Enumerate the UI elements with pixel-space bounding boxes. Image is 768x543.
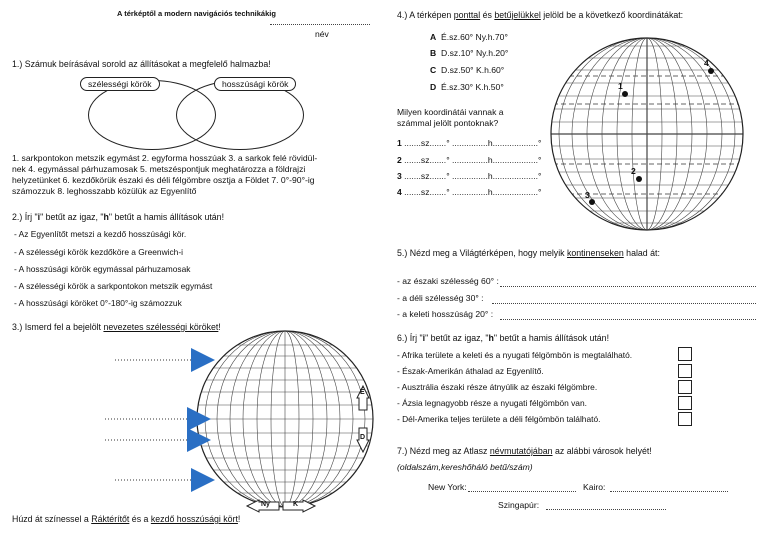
q4-globe-grid	[545, 36, 750, 236]
q6-checkbox-5[interactable]	[678, 412, 692, 426]
label-szingapur: Szingapúr:	[498, 500, 540, 510]
answer-row-3[interactable]: 3 .......sz.......° ...............h...................°	[397, 171, 542, 181]
coord-B: B D.sz.10° Ny.h.20°	[430, 48, 509, 58]
answer-kairo[interactable]	[610, 491, 728, 492]
point-label-3: 3	[585, 190, 590, 200]
q6-checkbox-3[interactable]	[678, 380, 692, 394]
q3-globe-grid	[195, 330, 375, 510]
label-new-york: New York:	[428, 482, 467, 492]
name-label: név	[315, 29, 329, 39]
point-label-4: 4	[704, 58, 709, 68]
q4-points	[589, 68, 714, 205]
label-east: K	[293, 501, 299, 508]
q7-title: 7.) Nézd meg az Atlasz névmutatójában az alábbi városok helyét!	[397, 446, 652, 456]
q6-checkbox-1[interactable]	[678, 347, 692, 361]
set-label-latitude: szélességi körök	[80, 77, 160, 91]
answer-szingapur[interactable]	[546, 509, 666, 510]
q6-checkbox-2[interactable]	[678, 364, 692, 378]
q5-answer-3[interactable]	[500, 319, 756, 320]
name-field[interactable]	[270, 24, 370, 25]
q5-item-3: - a keleti hosszúság 20° :	[397, 309, 494, 319]
q1-statement-4: számozzuk 8. leghosszabb közülük az Egyenlítő	[12, 186, 197, 196]
q6-item-4: - Ázsia legnagyobb része a nyugati félgömbön van.	[397, 398, 587, 408]
q3-arrows	[191, 360, 209, 480]
q6-checkbox-4[interactable]	[678, 396, 692, 410]
q1-statement-3: helyzetünket 6. kezdőkörük északi és déli félgömbre osztja a Földet 7. 0°-90°-ig	[12, 175, 315, 185]
compass-east-arrow	[283, 500, 315, 512]
q4-title: 4.) A térképen ponttal és betűjelükkel jelöld be a következő koordinátákat:	[397, 10, 684, 20]
point-label-2: 2	[631, 166, 636, 176]
point-1	[622, 91, 628, 97]
q2-title: 2.) Írj "i" betűt az igaz, "h" betűt a hamis állítások után!	[12, 212, 225, 222]
q5-answer-2[interactable]	[492, 303, 756, 304]
q3-globe-figure	[105, 330, 395, 520]
q5-item-2: - a déli szélesség 30° :	[397, 293, 484, 303]
label-kairo: Kairo:	[583, 482, 606, 492]
label-west: Ny	[261, 501, 270, 508]
q2-item-2: - A szélességi körök kezdőköre a Greenwich-i	[14, 247, 183, 257]
q4-question-line1: Milyen koordinátái vannak a	[397, 107, 504, 117]
q3-instruction: Húzd át színessel a Ráktérítőt és a kezdő hosszúsági kört!	[12, 514, 241, 524]
q3-title: 3.) Ismerd fel a bejelölt nevezetes szélességi köröket!	[12, 322, 221, 332]
coord-A: A É.sz.60° Ny.h.70°	[430, 32, 508, 42]
q1-title: 1.) Számuk beírásával sorold az állításokat a megfelelő halmazba!	[12, 59, 271, 69]
q6-item-5: - Dél-Amerika teljes területe a déli félgömbön található.	[397, 414, 601, 424]
page-title: A térképtől a modern navigációs technikákig	[117, 9, 276, 18]
answer-row-1[interactable]: 1 .......sz.......° ...............h...................°	[397, 138, 542, 148]
q2-item-3: - A hosszúsági körök egymással párhuzamosak	[14, 264, 191, 274]
q2-item-5: - A hosszúsági köröket 0°-180°-ig számozzuk	[14, 298, 182, 308]
point-2	[636, 176, 642, 182]
point-4	[708, 68, 714, 74]
q5-title: 5.) Nézd meg a Világtérképen, hogy melyik kontinenseken halad át:	[397, 248, 660, 258]
coord-C: C D.sz.50° K.h.60°	[430, 65, 505, 75]
coord-D: D É.sz.30° K.h.50°	[430, 82, 504, 92]
label-south: D	[360, 434, 366, 441]
q3-blanks[interactable]	[105, 360, 193, 480]
answer-row-4[interactable]: 4 .......sz.......° ...............h...................°	[397, 187, 542, 197]
answer-new-york[interactable]	[468, 491, 576, 492]
q6-item-1: - Afrika területe a keleti és a nyugati félgömbön is megtalálható.	[397, 350, 633, 360]
point-label-1: 1	[618, 81, 623, 91]
q4-question-line2: számmal jelölt pontoknak?	[397, 118, 499, 128]
set-label-longitude: hosszúsági körök	[214, 77, 296, 91]
q6-item-3: - Ausztrália északi része átnyúlik az északi félgömbre.	[397, 382, 598, 392]
answer-row-2[interactable]: 2 .......sz.......° ...............h...................°	[397, 155, 542, 165]
q6-item-2: - Észak-Amerikán áthalad az Egyenlítő.	[397, 366, 544, 376]
q6-title: 6.) Írj "i" betűt az igaz, "h" betűt a hamis állítások után!	[397, 333, 610, 343]
q4-globe-figure	[530, 36, 760, 236]
q1-statement-2: nek 4. egymással párhuzamosak 5. metszéspontjuk meghatározza a földrajzi	[12, 164, 306, 174]
q5-item-1: - az északi szélesség 60° :	[397, 276, 499, 286]
q1-statement-1: 1. sarkpontokon metszik egymást 2. egyforma hosszúak 3. a sarkok felé rövidül-	[12, 153, 318, 163]
label-north: É	[360, 389, 365, 396]
q5-answer-1[interactable]	[500, 286, 756, 287]
q7-subtitle: (oldalszám,kereshőháló betű/szám)	[397, 462, 533, 472]
q2-item-4: - A szélességi körök a sarkpontokon metszik egymást	[14, 281, 213, 291]
q2-item-1: - Az Egyenlítőt metszi a kezdő hosszúsági kör.	[14, 229, 187, 239]
